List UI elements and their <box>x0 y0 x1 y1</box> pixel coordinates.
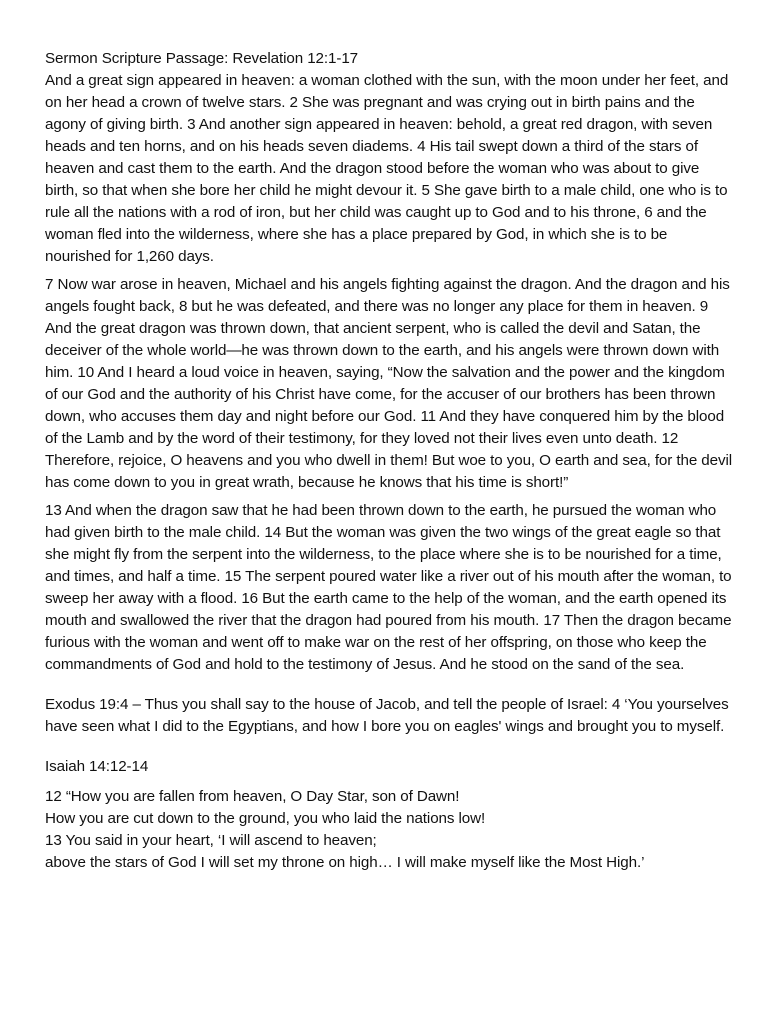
exodus-text: – Thus you shall say to the house of Jacob, and tell the people of Israel: 4 ‘You yourselves have seen what I did to the Egyptians, and how I bore you on eagles' wings and brought you to myself. <box>45 696 729 735</box>
isaiah-line: 12 “How you are fallen from heaven, O Day Star, son of Dawn! <box>45 788 460 805</box>
document-page <box>45 48 735 874</box>
isaiah-passage <box>45 786 735 874</box>
exodus-reference: Exodus 19:4 <box>45 696 129 713</box>
isaiah-line: 13 You said in your heart, ‘I will ascend to heaven; <box>45 832 377 849</box>
exodus-passage <box>45 694 735 738</box>
paragraph-revelation-3: 13 And when the dragon saw that he had been thrown down to the earth, he pursued the woman who had given birth to the male child. 14 But the woman was given the two wings of the great eagle so that she might fly from the serpent into the wilderness, to the place where she is to be nourished for a time, and times, and half a time. 15 The serpent poured water like a river out of his mouth after the woman, to sweep her away with a flood. 16 But the earth came to the help of the woman, and the earth opened its mouth and swallowed the river that the dragon had poured from his mouth. 17 Then the dragon became furious with the woman and went off to make war on the rest of her offspring, on those who keep the commandments of God and hold to the testimony of Jesus. And he stood on the sand of the sea. <box>45 502 732 673</box>
paragraph-revelation-1: And a great sign appeared in heaven: a woman clothed with the sun, with the moon under her feet, and on her head a crown of twelve stars. 2 She was pregnant and was crying out in birth pains and the agony of giving birth. 3 And another sign appeared in heaven: behold, a great red dragon, with seven heads and ten horns, and on his heads seven diadems. 4 His tail swept down a third of the stars of heaven and cast them to the earth. And the dragon stood before the woman who was about to give birth, so that when she bore her child he might devour it. 5 She gave birth to a male child, one who is to rule all the nations with a rod of iron, but her child was caught up to God and to his throne, 6 and the woman fled into the wilderness, where she has a place prepared by God, in which she is to be nourished for 1,260 days. <box>45 72 729 265</box>
isaiah-line: above the stars of God I will set my throne on high… I will make myself like the Most High.’ <box>45 854 645 871</box>
isaiah-line: How you are cut down to the ground, you who laid the nations low! <box>45 810 486 827</box>
passage-heading: Sermon Scripture Passage: Revelation 12:1-17 <box>45 50 359 67</box>
paragraph-revelation-2: 7 Now war arose in heaven, Michael and his angels fighting against the dragon. And the dragon and his angels fought back, 8 but he was defeated, and there was no longer any place for them in heaven. 9 And the great dragon was thrown down, that ancient serpent, who is called the devil and Satan, the deceiver of the whole world—he was thrown down to the earth, and his angels were thrown down with him. 10 And I heard a loud voice in heaven, saying, “Now the salvation and the power and the kingdom of our God and the authority of his Christ have come, for the accuser of our brothers has been thrown down, who accuses them day and night before our God. 11 And they have conquered him by the blood of the Lamb and by the word of their testimony, for they loved not their lives even unto death. 12 Therefore, rejoice, O heavens and you who dwell in them! But woe to you, O earth and sea, for the devil has come down to you in great wrath, because he knows that his time is short!” <box>45 276 733 491</box>
isaiah-reference: Isaiah 14:12-14 <box>45 758 149 775</box>
